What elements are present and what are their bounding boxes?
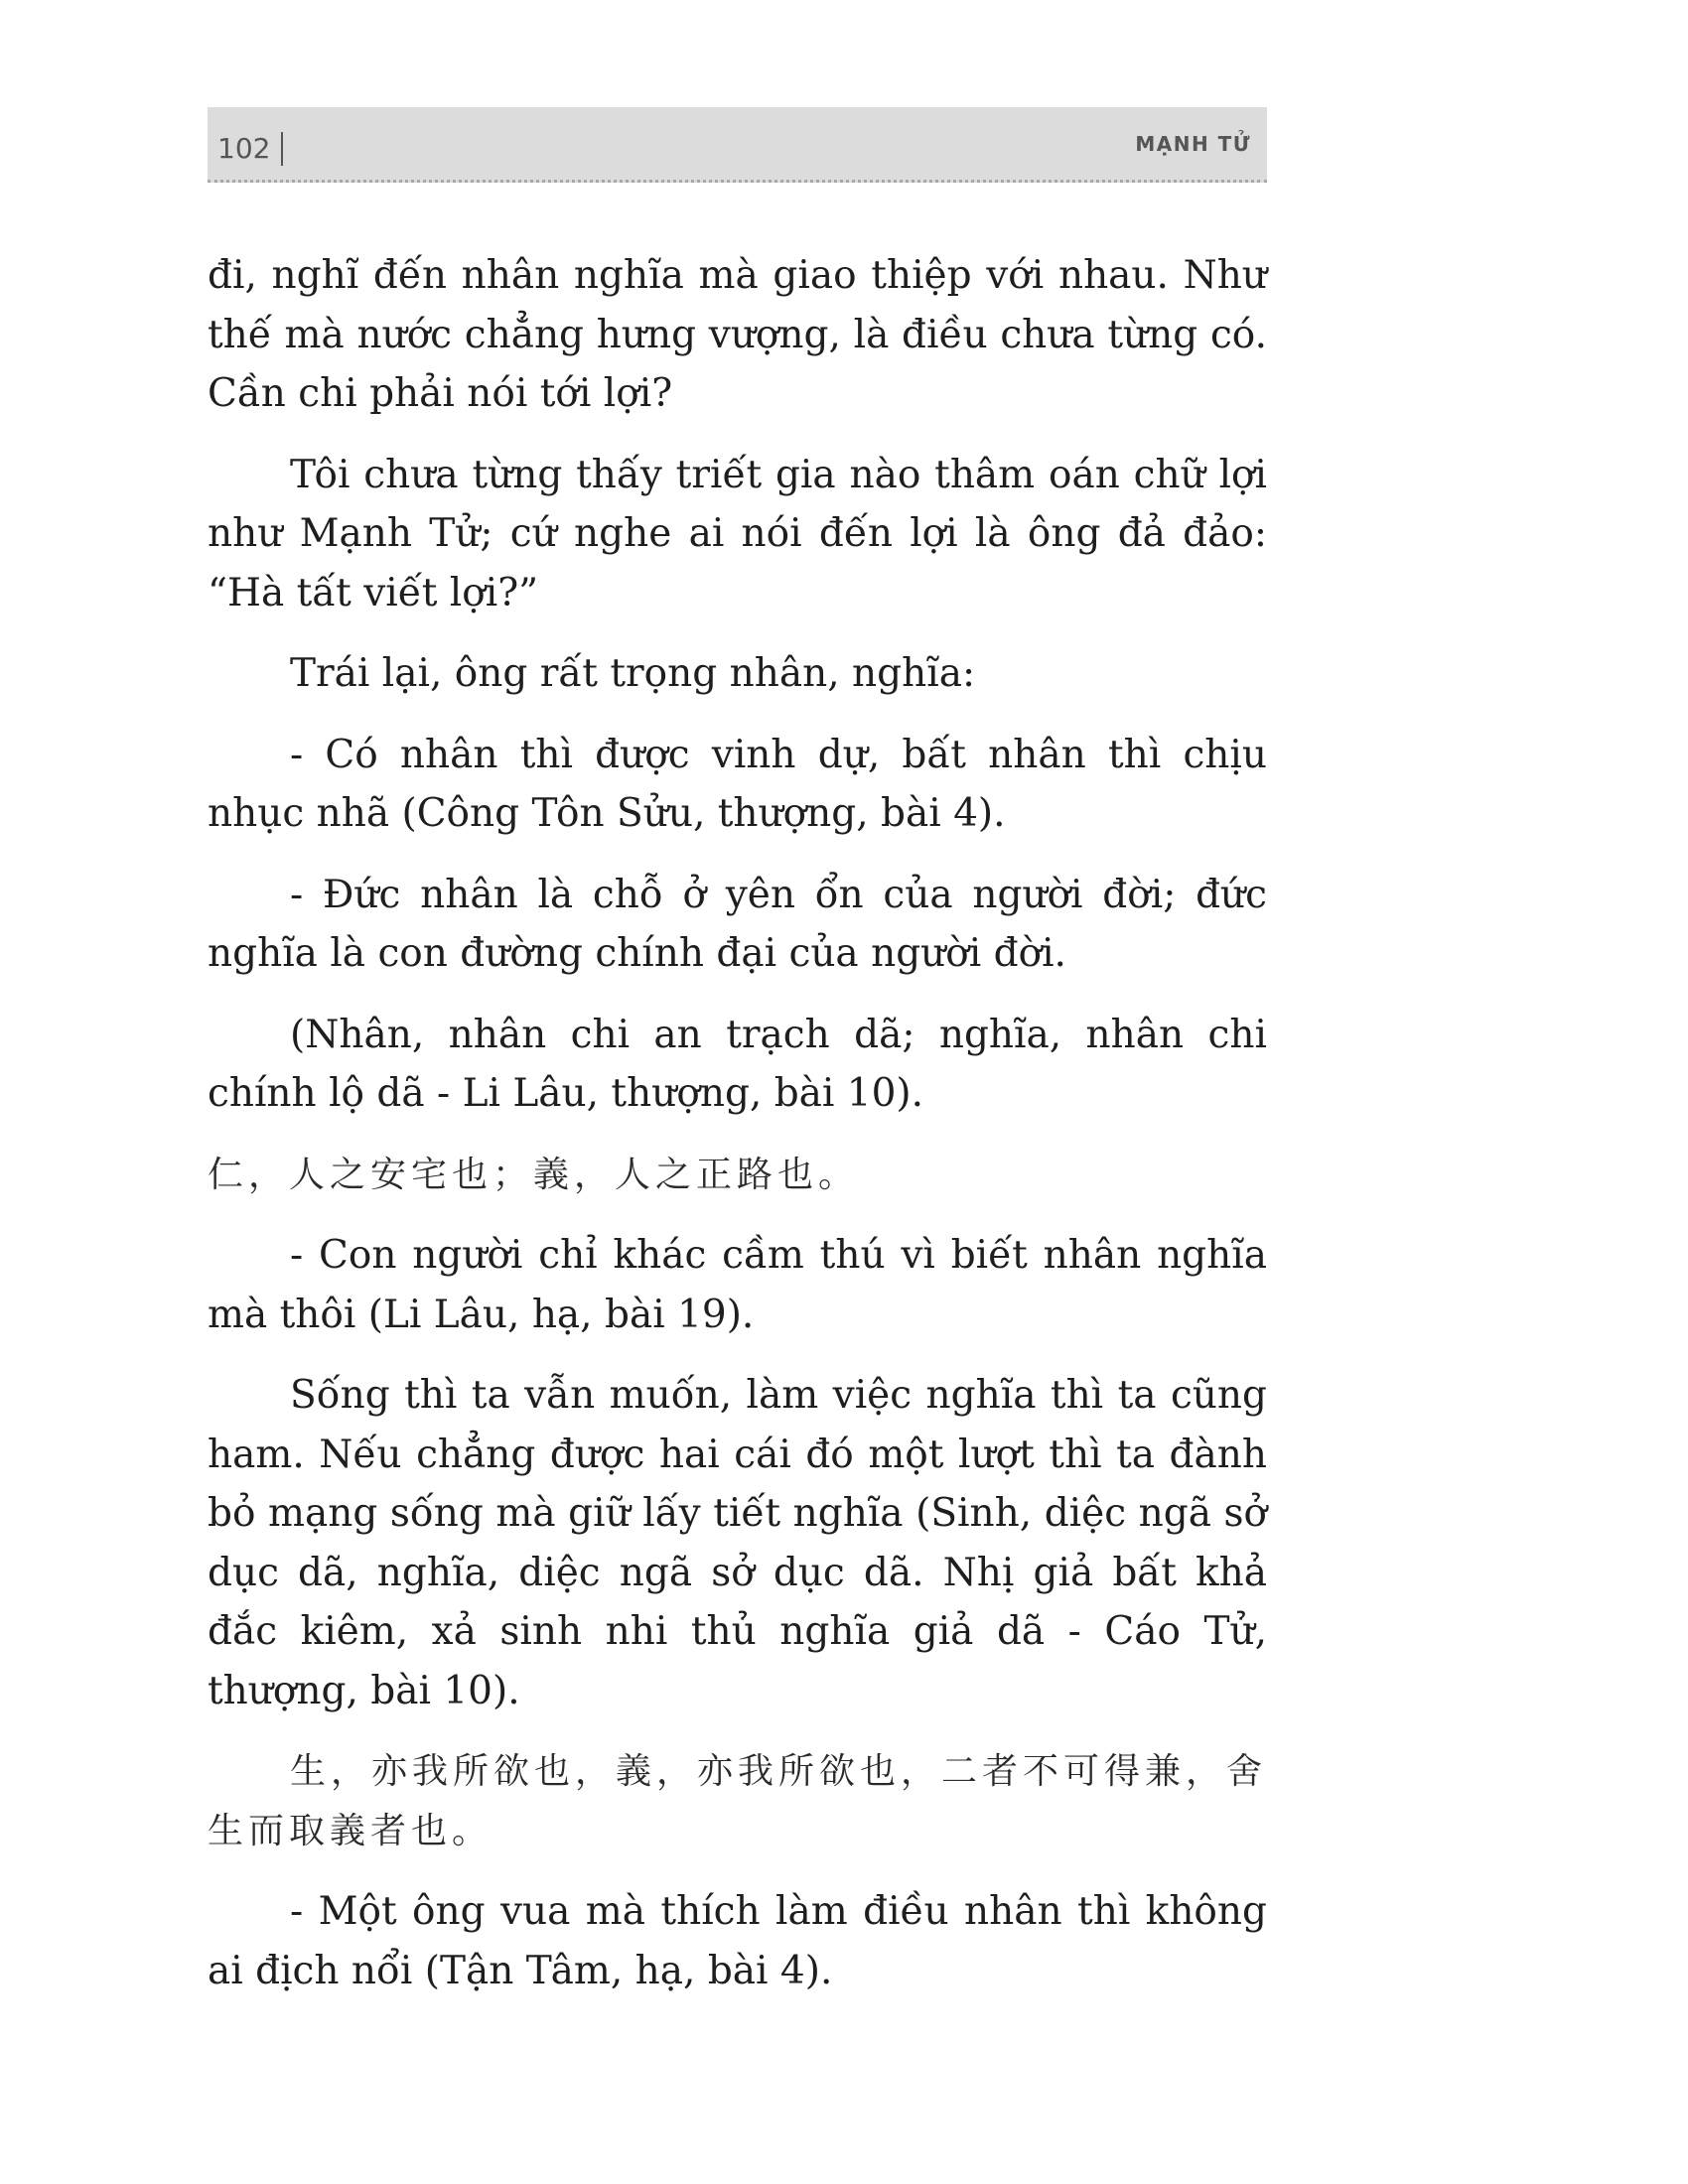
- paragraph-philosopher: Tôi chưa từng thấy triết gia nào thâm oán chữ lợi như Mạnh Tử; cứ nghe ai nói đến lợi là ông đả đảo: “Hà tất viết lợi?”: [208, 452, 1267, 615]
- paragraph-contrast: Trái lại, ông rất trọng nhân, nghĩa:: [290, 651, 976, 696]
- chinese-quote-2: 生，亦我所欲也，義，亦我所欲也，二者不可得兼，舍生而取義者也。: [208, 1751, 1268, 1851]
- paragraph-life-righteousness: Sống thì ta vẫn muốn, làm việc nghĩa thì ta cũng ham. Nếu chẳng được hai cái đó một lượt thì ta đành bỏ mạng sống mà giữ lấy tiết nghĩa (Sinh, diệc ngã sở dục dã, nghĩa, diệc ngã sở dục dã. Nhị giả bất khả đắc kiêm, xả sinh nhi thủ nghĩa giả dã - Cáo Tử, thượng, bài 10).: [208, 1373, 1267, 1713]
- running-title: MẠNH TỬ: [1135, 132, 1251, 156]
- chinese-quote-1: 仁，人之安宅也；義，人之正路也。: [208, 1154, 860, 1195]
- quote-citation-li-lau: (Nhân, nhân chi an trạch dã; nghĩa, nhân chi chính lộ dã - Li Lâu, thượng, bài 10).: [208, 1012, 1267, 1116]
- quote-beasts: - Con người chỉ khác cầm thú vì biết nhân nghĩa mà thôi (Li Lâu, hạ, bài 19).: [208, 1233, 1267, 1337]
- quote-king: - Một ông vua mà thích làm điều nhân thì không ai địch nổi (Tận Tâm, hạ, bài 4).: [208, 1889, 1267, 1993]
- header-divider: [281, 132, 283, 166]
- paragraph-continuation: đi, nghĩ đến nhân nghĩa mà giao thiệp với nhau. Như thế mà nước chẳng hưng vượng, là điều chưa từng có. Cần chi phải nói tới lợi?: [208, 253, 1267, 416]
- quote-dwelling: - Đức nhân là chỗ ở yên ổn của người đời; đức nghĩa là con đường chính đại của người đời.: [208, 872, 1267, 976]
- page-body: [208, 246, 1267, 2022]
- page-number: 102: [217, 132, 271, 165]
- quote-honor: - Có nhân thì được vinh dự, bất nhân thì chịu nhục nhã (Công Tôn Sửu, thượng, bài 4).: [208, 732, 1267, 836]
- running-header: [208, 107, 1267, 183]
